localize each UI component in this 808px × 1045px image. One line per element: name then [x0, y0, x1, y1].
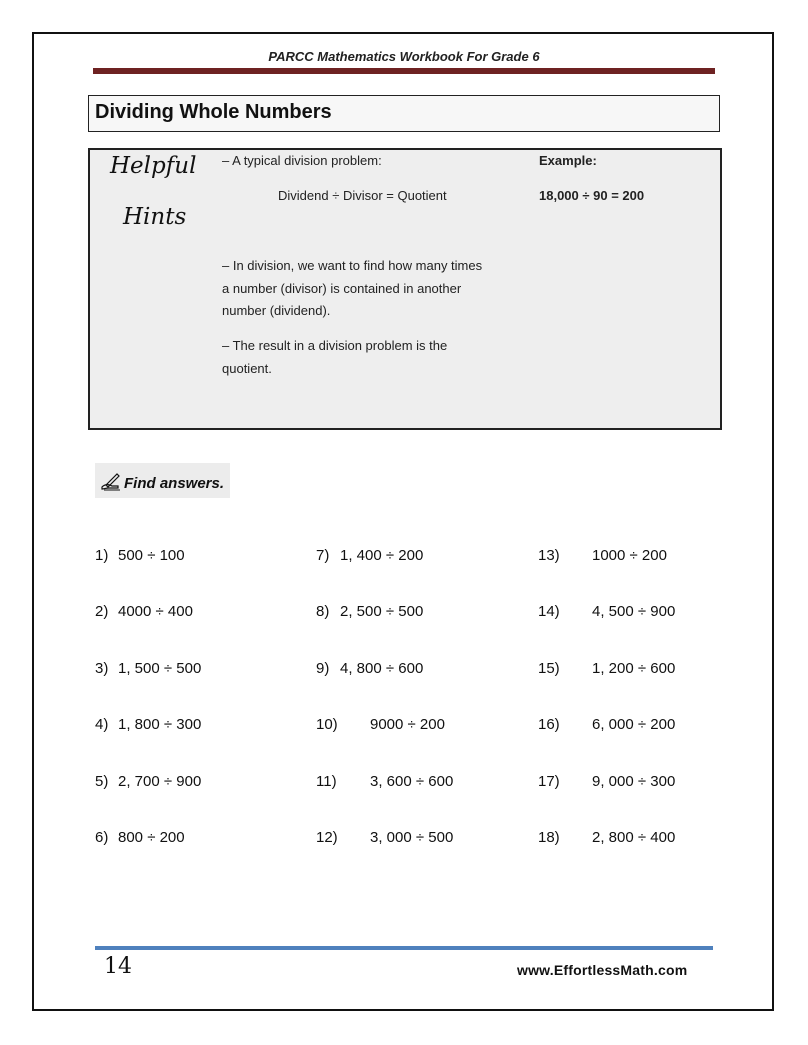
- problem-expr-17: 9, 000 ÷ 300: [592, 773, 676, 790]
- hint-formula: Dividend ÷ Divisor = Quotient: [278, 188, 447, 203]
- problem-num-13: 13): [538, 547, 560, 564]
- hint-point1-line2: a number (divisor) is contained in another: [222, 281, 462, 296]
- header-title: PARCC Mathematics Workbook For Grade 6: [268, 49, 540, 64]
- problem-num-8: 8): [316, 603, 330, 620]
- find-answers-label-box: [95, 463, 230, 498]
- problem-num-2: 2): [95, 603, 109, 620]
- problem-num-16: 16): [538, 716, 560, 733]
- problem-num-4: 4): [95, 716, 109, 733]
- problem-expr-15: 1, 200 ÷ 600: [592, 660, 676, 677]
- helpful-hints-box: [88, 148, 722, 430]
- example-label: Example:: [539, 153, 597, 168]
- page-number: 14: [104, 954, 132, 979]
- hint-point2-line2: quotient.: [222, 361, 272, 376]
- section-title: Dividing Whole Numbers: [95, 101, 332, 123]
- problem-expr-10: 9000 ÷ 200: [370, 716, 445, 733]
- problem-num-18: 18): [538, 829, 560, 846]
- problem-num-5: 5): [95, 773, 109, 790]
- hints-heading-line2: Hints: [123, 204, 187, 230]
- problem-expr-12: 3, 000 ÷ 500: [370, 829, 454, 846]
- find-answers-label: Find answers.: [124, 475, 225, 492]
- problem-num-17: 17): [538, 773, 560, 790]
- problem-num-12: 12): [316, 829, 338, 846]
- example-value: 18,000 ÷ 90 = 200: [539, 188, 645, 203]
- problem-expr-3: 1, 500 ÷ 500: [118, 660, 202, 677]
- problem-num-10: 10): [316, 716, 338, 733]
- section-title-box: [88, 95, 720, 132]
- hint-point2-line1: – The result in a division problem is the: [222, 338, 448, 353]
- header-rule: [93, 68, 715, 74]
- problem-expr-16: 6, 000 ÷ 200: [592, 716, 676, 733]
- footer-rule: [95, 946, 713, 950]
- problem-expr-1: 500 ÷ 100: [118, 547, 185, 564]
- problem-num-1: 1): [95, 547, 109, 564]
- problem-expr-2: 4000 ÷ 400: [118, 603, 193, 620]
- problem-num-6: 6): [95, 829, 109, 846]
- problem-expr-4: 1, 800 ÷ 300: [118, 716, 202, 733]
- problem-num-14: 14): [538, 603, 560, 620]
- problem-expr-6: 800 ÷ 200: [118, 829, 185, 846]
- problem-num-15: 15): [538, 660, 560, 677]
- problem-expr-9: 4, 800 ÷ 600: [340, 660, 424, 677]
- pencil-hand-icon: [100, 472, 122, 492]
- problem-num-7: 7): [316, 547, 330, 564]
- problem-expr-8: 2, 500 ÷ 500: [340, 603, 424, 620]
- problem-num-11: 11): [316, 773, 337, 790]
- hint-point1-line3: number (dividend).: [222, 303, 331, 318]
- problem-expr-11: 3, 600 ÷ 600: [370, 773, 454, 790]
- hint-point1-line1: – In division, we want to find how many times: [222, 258, 483, 273]
- problem-expr-5: 2, 700 ÷ 900: [118, 773, 202, 790]
- problem-num-3: 3): [95, 660, 109, 677]
- problem-expr-14: 4, 500 ÷ 900: [592, 603, 676, 620]
- footer-website-link[interactable]: www.EffortlessMath.com: [517, 962, 688, 978]
- problem-expr-13: 1000 ÷ 200: [592, 547, 667, 564]
- problem-expr-7: 1, 400 ÷ 200: [340, 547, 424, 564]
- hints-heading-line1: Helpful: [110, 153, 197, 179]
- problem-num-9: 9): [316, 660, 330, 677]
- hint-intro: – A typical division problem:: [222, 153, 382, 168]
- problem-expr-18: 2, 800 ÷ 400: [592, 829, 676, 846]
